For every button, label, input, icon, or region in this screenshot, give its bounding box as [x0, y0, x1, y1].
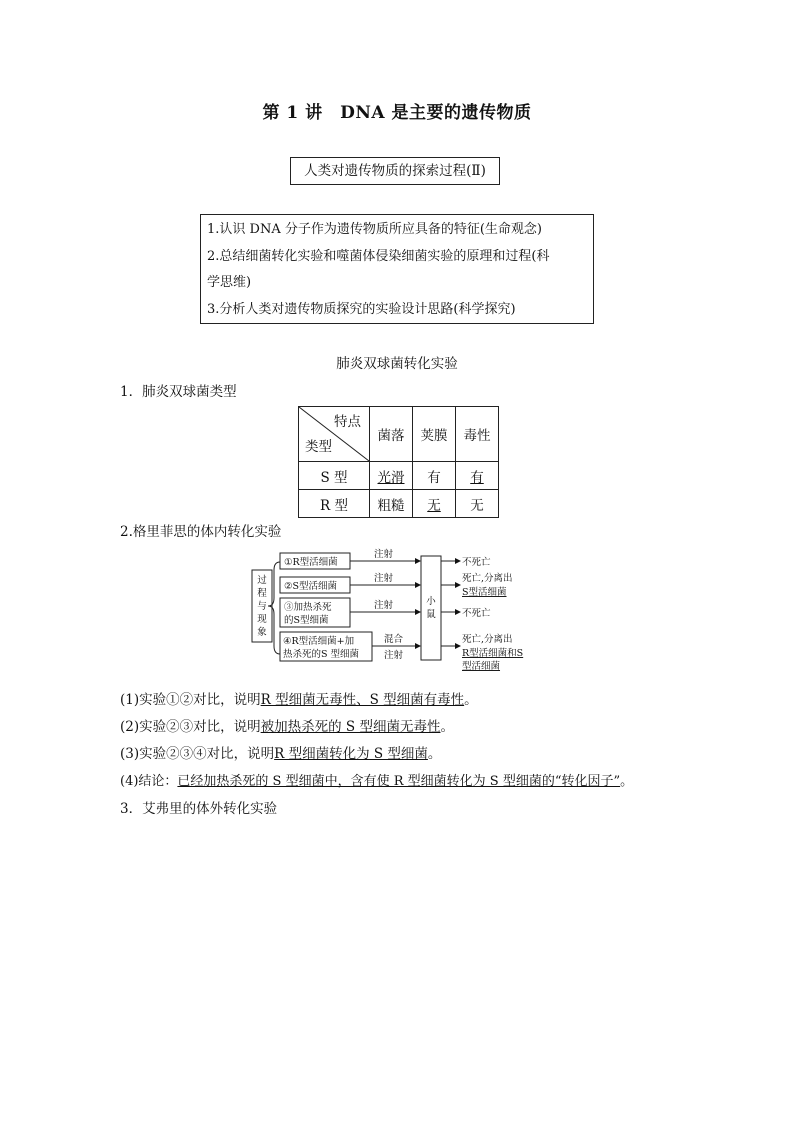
bacteria-type-table: [298, 406, 499, 518]
condition-text: ①R型活细菌: [284, 557, 338, 568]
conclusion-answer: R 型细菌转化为 S 型细菌: [274, 746, 428, 762]
table-cell: 有: [427, 469, 441, 486]
inject-label: 注射: [374, 600, 394, 611]
condition-text: 热杀死的S 型细菌: [283, 649, 360, 660]
result-text: 不死亡: [462, 557, 491, 568]
condition-text: 的S型细菌: [284, 615, 329, 626]
objective-line: 2.总结细菌转化实验和噬菌体侵染细菌实验的原理和过程(科: [207, 248, 550, 264]
conclusion-prefix: (2)实验②③对比，说明: [120, 719, 261, 735]
objective-line: 1.认识 DNA 分子作为遗传物质所应具备的特征(生命观念): [207, 222, 542, 237]
table-diagonal-header: [299, 407, 370, 462]
table-row: [299, 462, 499, 490]
conclusion-prefix: (4)结论：: [120, 774, 178, 789]
conclusion-suffix: 。: [620, 774, 634, 789]
conclusion-line: [120, 688, 478, 708]
objective-line: 学思维): [207, 275, 252, 290]
inject-label: 注射: [384, 650, 404, 661]
page-title: 第 1 讲 DNA 是主要的遗传物质: [262, 103, 532, 123]
result-text: 死亡,分离出: [462, 573, 513, 584]
result-text: 死亡,分离出: [462, 634, 513, 645]
table-header-cell: 毒性: [456, 407, 499, 462]
condition-text: ④R型活细菌+加: [283, 636, 355, 647]
diag-top-label: 特点: [334, 414, 361, 430]
table-header-cell: 菌落: [370, 407, 413, 462]
objective-line: 3.分析人类对遗传物质探究的实验设计思路(科学探究): [207, 301, 516, 317]
result-text: 型活细菌: [462, 661, 501, 672]
table-cell: 有: [470, 469, 484, 486]
mouse-box: [421, 556, 441, 660]
heading-griffith: 2.格里菲思的体内转化实验: [120, 524, 282, 540]
conclusion-suffix: 。: [464, 692, 478, 708]
conclusion-answer: 被加热杀死的 S 型细菌无毒性: [260, 719, 441, 735]
mix-label: 混合: [384, 634, 404, 645]
row-type: S 型: [299, 462, 370, 490]
exam-point-box: 人类对遗传物质的探索过程(Ⅱ): [290, 157, 500, 185]
conclusion-suffix: 。: [427, 746, 442, 762]
objectives-box: [200, 214, 594, 324]
result-text: R型活细菌和S: [462, 648, 524, 659]
conclusion-line: [120, 715, 454, 735]
table-header-cell: 荚膜: [413, 407, 456, 462]
condition-text: ②S型活细菌: [284, 581, 338, 592]
heading-avery: 3．艾弗里的体外转化实验: [120, 801, 278, 817]
table-cell: 粗糙: [377, 497, 405, 514]
conclusion-prefix: (1)实验①②对比，说明: [120, 692, 261, 708]
side-label-char: 过: [257, 575, 267, 586]
conclusion-prefix: (3)实验②③④对比，说明: [120, 746, 275, 762]
conclusion-answer: 已经加热杀死的 S 型细菌中，含有使 R 型细菌转化为 S 型细菌的“转化因子”: [177, 774, 621, 789]
inject-label: 注射: [374, 549, 394, 560]
mouse-char: 鼠: [426, 609, 436, 620]
table-cell: 光滑: [377, 469, 405, 486]
table-row: [299, 490, 499, 518]
table-cell: 无: [427, 497, 441, 514]
brace: [268, 562, 280, 654]
conclusion-answer: R 型细菌无毒性、S 型细菌有毒性: [260, 692, 465, 708]
conclusion-suffix: 。: [440, 719, 454, 735]
table-cell: 无: [470, 497, 484, 514]
conclusion-line: [120, 742, 441, 762]
side-label-char: 现: [257, 614, 267, 625]
side-label-char: 程: [257, 588, 267, 599]
griffith-experiment-diagram: [250, 548, 540, 678]
heading-bacteria-types: 1．肺炎双球菌类型: [120, 384, 237, 400]
side-label-char: 与: [257, 601, 267, 612]
conclusion-line: [120, 770, 633, 789]
diag-bottom-label: 类型: [305, 439, 332, 455]
section-title: 肺炎双球菌转化实验: [336, 356, 458, 372]
row-type: R 型: [299, 490, 370, 518]
mouse-char: 小: [426, 596, 436, 607]
result-text: 不死亡: [462, 608, 491, 619]
inject-label: 注射: [374, 573, 394, 584]
result-text: S型活细菌: [462, 587, 507, 598]
side-label-char: 象: [257, 627, 267, 638]
condition-text: ③加热杀死: [284, 602, 332, 613]
